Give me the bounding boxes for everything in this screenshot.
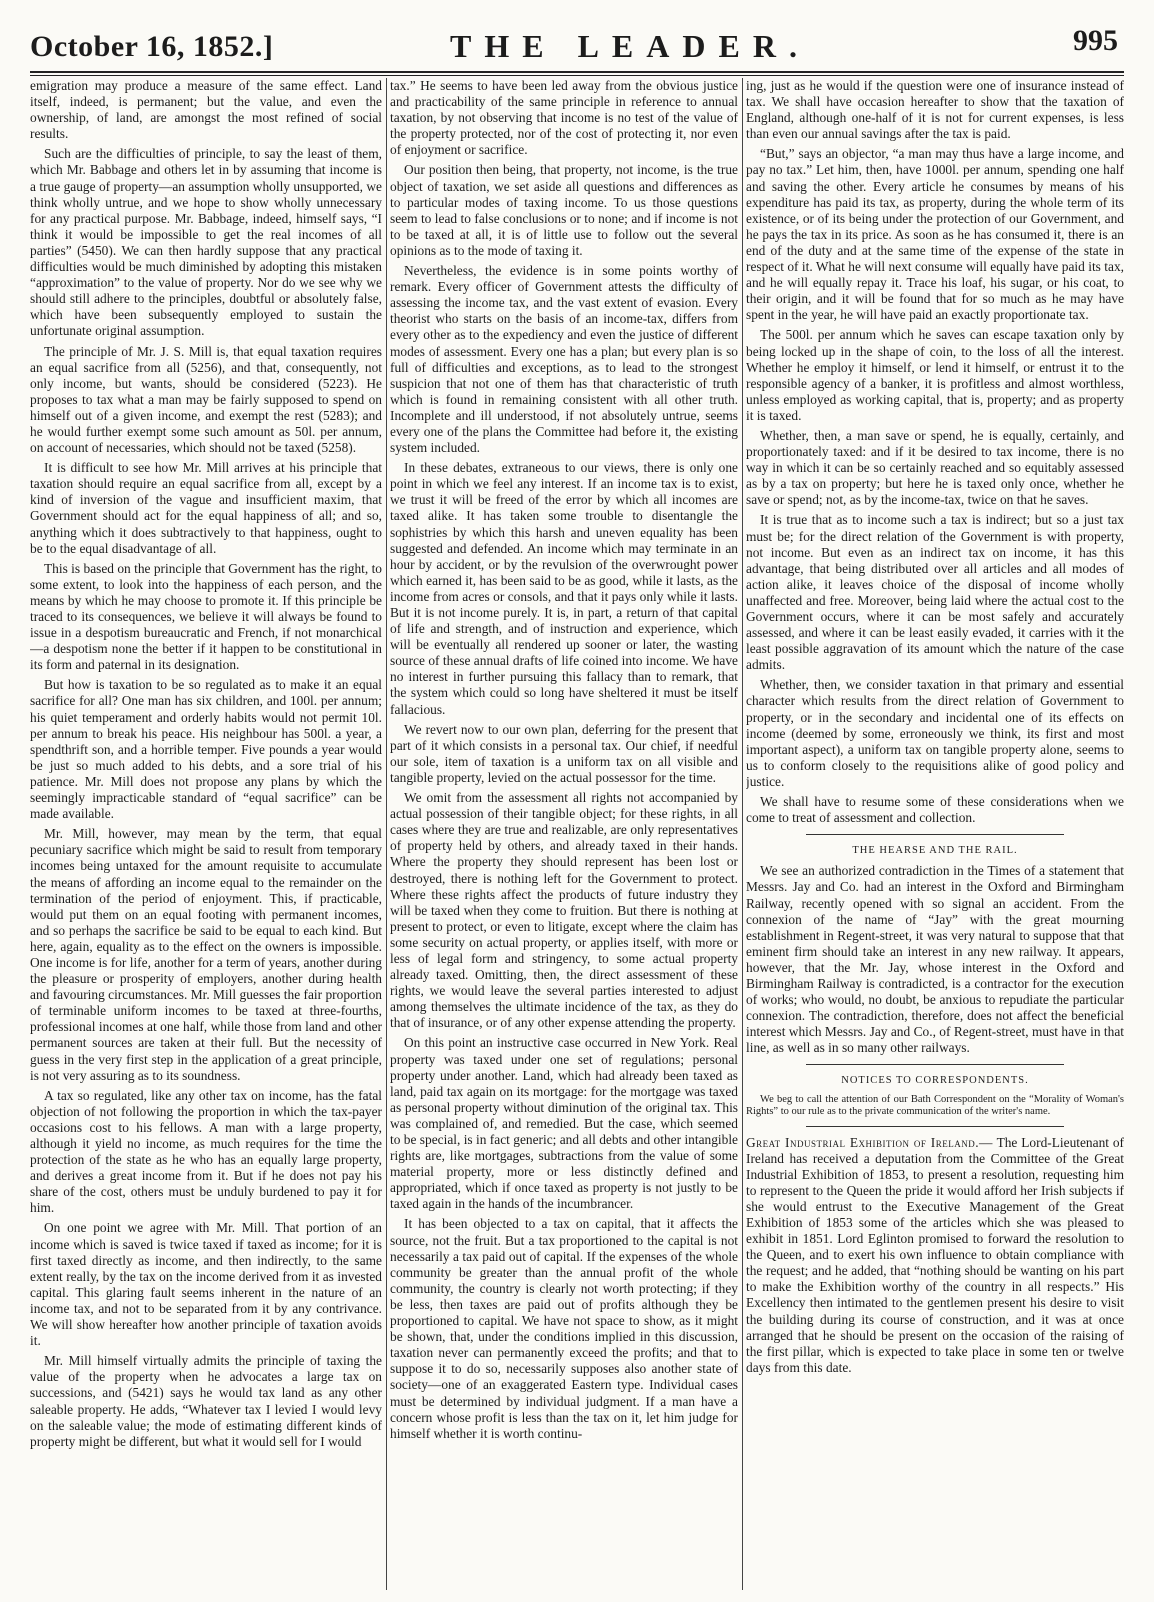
notice-text: We beg to call the attention of our Bath Correspondent on the “Morality of Woman's Rights” to our rule as to the private communication of the writer's name.: [746, 1093, 1124, 1117]
paragraph: “But,” says an objector, “a man may thus have a large income, and pay no tax.” Let him, then, have 1000l. per annum, spending one half and saving the other. Every article he consumes by means of his expenditure has paid its tax, as property, during the whole term of its existence, or of its being under the protection of our Government, and he pays the tax in its price. As soon as he has consumed it, there is an end of the duty and at the same time of the expense of the state in respect of it. What he will next consume will equally have paid its tax, and he will equally repay it. Trace his loaf, his sugar, or his coat, to their origin, and it will be found that for so much as he may have spent in the year, he will have paid an exactly proportionate tax.: [746, 146, 1124, 323]
paragraph: But how is taxation to be so regulated as to make it an equal sacrifice for all? One man has six children, and 100l. per annum; his quiet temperament and orderly habits would not permit 10l. per annum to break his peace. His neighbour has 500l. a year, a spendthrift son, and a horrible temper. Five pounds a year would be just so much added to his debts, and a sore trial of his patience. Mr. Mill does not propose any plans by which the seemingly impracticable standard of “equal sacrifice” can be made available.: [30, 677, 382, 822]
column-2: [390, 78, 738, 1590]
column-divider: [386, 78, 387, 1590]
paragraph: A tax so regulated, like any other tax on income, has the fatal objection of not following the proportion in which the tax-payer occasions cost to his fellows. A man with a large property, although it yield no income, as much requires for the time the protection of the state as he who has an equally large property, and derives a great income from it. But if he does not pay his share of the cost, others must be unduly burdened to pay it for him.: [30, 1087, 382, 1216]
paragraph: We shall have to resume some of these considerations when we come to treat of assessment and collection.: [746, 794, 1124, 826]
paragraph: On this point an instructive case occurred in New York. Real property was taxed under one set of regulations; personal property under another. Land, which had already been taxed as land, paid tax again on its mortgage: for the mortgage was taxed as personal property without diminution of the original tax. This was complained of, and remedied. But the case, which seemed to be special, is in fact generic; and all debts and other intangible rights are, like mortgages, subtractions from the value of some material property, more or less distinctly defined and appropriated, which if once taxed as property is not justly to be taxed again in the hands of the incumbrancer.: [390, 1035, 738, 1212]
paragraph: We omit from the assessment all rights not accompanied by actual possession of their tangible object; for these rights, in all cases where they are true and realizable, are only representatives of property held by others, and already taxed in their hands. Where the property they should represent has been lost or destroyed, there is nothing left for the Government to protect. Where these rights affect the products of future industry they will be taxed when they come to fruition. But there is nothing at present to protect, or even to litigate, except where the claim has some security on actual property, or applies itself, with more or less of legal form and stringency, to some actual property already taxed. Omitting, then, the direct assessment of these rights, we would leave the several parties interested to adjust among themselves the ultimate incidence of the tax, as they do that of insurance, or of any other expense attending the property.: [390, 790, 738, 1031]
paragraph: The principle of Mr. J. S. Mill is, that equal taxation requires an equal sacrifice from all (5256), and that, consequently, not only income, but wants, should be considered (5223). He proposes to tax what a man may be fairly supposed to spend on himself out of a given income, and exempt the rest (5283); and he would further exempt some such amount as 50l. per annum, on account of necessaries, which should not be taxed (5258).: [30, 343, 382, 456]
paragraph: Nevertheless, the evidence is in some points worthy of remark. Every officer of Government attests the difficulty of assessing the income tax, and the vast extent of evasion. Every theorist who starts on the basis of an income-tax, differs from every other as to the expediency and even the justice of different modes of assessment. Every one has a plan; but every plan is so full of difficulties and exceptions, as to lead to the strongest suspicion that not one of them has that characteristic of truth which is found in remaining consistent with all other truth. Incomplete and ill understood, if not absolutely untrue, seems every one of the plans the Committee had before it, the existing system included.: [390, 263, 738, 456]
column-3: [746, 78, 1124, 1590]
section-divider: [806, 834, 1064, 835]
paragraph: It is difficult to see how Mr. Mill arrives at his principle that taxation should require an equal sacrifice from all, except by a kind of inversion of the vague and insufficient maxim, that Government should act for the equal happiness of all; and so, anything which it does subtractively to that happiness, ought to be to the equal disadvantage of all.: [30, 460, 382, 556]
paragraph: Such are the difficulties of principle, to say the least of them, which Mr. Babbage and others let in by assuming that income is a true gauge of property—an assumption wholly unsupported, we think wholly untrue, and we hope to show wholly unnecessary for any practical purpose. Mr. Babbage, indeed, himself says, “I think it would be impossible to get the real incomes of all parties” (5450). We can then hardly suppose that any practical difficulties would be much diminished by adopting this mistaken “approximation” to the value of property. Nor do we see why we should still adhere to the principles, doubtful or absolutely false, which have been subsequently employed to sustain the unfortunate original assumption.: [30, 146, 382, 339]
issue-date: October 16, 1852.]: [30, 30, 274, 63]
newspaper-title: THE LEADER.: [450, 28, 810, 64]
section-divider: [806, 1064, 1064, 1065]
paragraph: Whether, then, a man save or spend, he is equally, certainly, and proportionately taxed: and if it be desired to tax income, there is no way in which it can be so certainly reached and so equitably assessed as by a tax on property; but here he is taxed only once, whether he save or spend; not, as by the income-tax, twice on that he saves.: [746, 427, 1124, 508]
paragraph: Mr. Mill, however, may mean by the term, that equal pecuniary sacrifice which might be said to result from temporary incomes being untaxed for the amount requisite to accumulate the means of affording an income equal to the remainder on the termination of the period of enjoyment. This, if practicable, would put them on an equal footing with permanent incomes, and so perhaps the sacrifice be said to be equal to each kind. But here, again, equality as to the effect on the owners is impossible. One income is for life, another for a term of years, another during the pleasure or prosperity of employers, another during health and favouring circumstances. Mr. Mill guesses the fair proportion of terminable uniform incomes to be taxed at three-fourths, professional incomes at one half, while those from land and other permanent sources are taken at their full. But the necessity of guess in the very first step in the application of a great principle, is not very assuring as to its soundness.: [30, 826, 382, 1083]
masthead-rule: [30, 71, 1124, 73]
paragraph: ing, just as he would if the question were one of insurance instead of tax. We shall have occasion hereafter to show that the taxation of England, although one-half of it is not for current expenses, is less than even our annual savings after the tax is paid.: [746, 78, 1124, 142]
paragraph: We revert now to our own plan, deferring for the present that part of it which consists in a personal tax. Our chief, if needful our sole, item of taxation is a uniform tax on all visible and tangible property, levied on the actual possessor for the time.: [390, 721, 738, 785]
paragraph: Mr. Mill himself virtually admits the principle of taxing the value of the property when he advocates a large tax on successions, and (5421) says he would tax land as any other saleable property. He adds, “Whatever tax I levied I would levy on the saleable value; the mode of estimating different kinds of property might be different, but what it would sell for I would: [30, 1353, 382, 1449]
paragraph: In these debates, extraneous to our views, there is only one point in which we feel any interest. If an income tax is to exist, we trust it will be freed of the error by which all incomes are taxed alike. It has taken some trouble to disentangle the sophistries by which this harsh and uneven equality has been suggested and defended. An income which may terminate in an hour by accident, or by the revulsion of the overwrought power which earned it, has been said to be as good, while it lasts, as the income from acres or consols, and that it pays only while it lasts. But it is not income purely. It is, in part, a return of that capital of life and strength, and of instruction and experience, which will be eventually all rendered up sooner or later, the wasting source of these annual drafts of life coined into income. We have no interest in further pursuing this fallacy than to remark, that the system which could so long have sheltered it must be itself fallacious.: [390, 460, 738, 717]
paragraph: It is true that as to income such a tax is indirect; but so a just tax must be; for the direct relation of the Government is with property, not income. But even as an indirect tax on income, it has this advantage, that being distributed over all articles and all modes of action alike, it leaves choice of the disposal of income wholly unaffected and free. Moreover, being laid where the actual cost to the Government occurs, where it can be most safely and accurately assessed, and where it can be least easily evaded, it carries with it the least possible aggravation of its amount which the nature of the case admits.: [746, 512, 1124, 673]
section-heading-hearse: THE HEARSE AND THE RAIL.: [852, 845, 1018, 857]
column-1: [30, 78, 382, 1590]
masthead-rule-thin: [30, 75, 1124, 76]
paragraph: This is based on the principle that Government has the right, to some extent, to look into the happiness of each person, and the means by which he may choose to promote it. If this principle be traced to its consequences, we believe it will always be found to issue in a despotism bureaucratic and French, if not monarchical—a despotism none the better if it happen to be constitutional in its form and paternal in its designation.: [30, 560, 382, 673]
masthead: [30, 18, 1124, 70]
paragraph: We see an authorized contradiction in the Times of a statement that Messrs. Jay and Co. had an interest in the Oxford and Birmingham Railway, recently opened with so signal an accident. From the connexion of the name of “Jay” with the great mourning establishment in Regent-street, it was very natural to suppose that that eminent firm should take an interest in any new railway. It appears, however, that the Mr. Jay, whose interest in the Oxford and Birmingham Railway is contradicted, is a contractor for the execution of works; who would, no doubt, be anxious to repudiate the particular connexion. The contradiction, therefore, does not affect the beneficial interest which Messrs. Jay and Co., of Regent-street, must have in that line, as well as in so many other railways.: [746, 863, 1124, 1056]
paragraph: Whether, then, we consider taxation in that primary and essential character which results from the direct relation of Government to property, or in the secondary and incidental one of its effects on income (deemed by some, erroneously we think, its first and most important aspect), a uniform tax on tangible property alone, seems to us to conform closely to the requisitions alike of good policy and justice.: [746, 677, 1124, 789]
paragraph: The 500l. per annum which he saves can escape taxation only by being locked up in the shape of coin, to the loss of all the interest. Whether he employ it himself, or lend it himself, or entrust it to the responsible agency of a banker, it is profitless and almost worthless, unless employed as working capital, that is, property; and as property it is taxed.: [746, 327, 1124, 423]
paragraph: emigration may produce a measure of the same effect. Land itself, indeed, is permanent; but the value, and even the ownership, of land, are amongst the most refined of social results.: [30, 78, 382, 142]
exhibition-heading: Great Industrial Exhibition of Ireland.—: [746, 1134, 993, 1150]
page-number: 995: [1073, 24, 1118, 57]
paragraph: On one point we agree with Mr. Mill. That portion of an income which is saved is twice taxed if taxed as income; for it is first taxed directly as income, and then indirectly, to the same extent really, by the tax on the income derived from it as invested capital. This glaring fault seems inherent in the nature of an income tax, and not to be separated from it by any contrivance. We will show hereafter how another principle of taxation avoids it.: [30, 1220, 382, 1349]
paragraph: It has been objected to a tax on capital, that it affects the source, not the fruit. But a tax proportioned to the capital is not necessarily a tax paid out of capital. If the expenses of the whole community be greater than the annual profit of the whole community, the country is clearly not worth protecting; if they be less, then taxes are paid out of profits although they be proportioned to capital. We have not space to show, as it might be shown, that, under the conditions implied in this discussion, taxation never can permanently exceed the profits; and that to suppose it to do so, necessarily supposes also another state of society—one of an exaggerated Eastern type. Individual cases must be determined by individual judgment. If a man have a concern whose profit is less than the tax on it, let him judge for himself whether it is worth continu-: [390, 1216, 738, 1441]
paragraph: tax.” He seems to have been led away from the obvious justice and practicability of the same principle in reference to annual taxation, by not observing that income is no test of the value of the property protected, nor of the cost of protecting it, nor even of enjoyment or sacrifice.: [390, 78, 738, 158]
exhibition-text: The Lord-Lieutenant of Ireland has received a deputation from the Committee of the Great Industrial Exhibition of 1853, to present a resolution, requesting him to represent to the Queen the pride it would afford her Irish subjects if she would entrust to the Executive Management of the Great Exhibition of 1853 some of the articles which she was pleased to exhibit in 1851. Lord Eglinton promised to forward the resolution to the Queen, and to exert his own influence to obtain compliance with the request; and he added, that “nothing should be wanting on his part to make the Exhibition worthy of the country in all respects.” His Excellency then intimated to the gentlemen present his desire to visit the building during its course of construction, and it was at once arranged that he should be present on the occasion of the raising of the first pillar, which is expected to take place in some ten or twelve days from this date.: [746, 1134, 1124, 1375]
section-heading-notices: NOTICES TO CORRESPONDENTS.: [841, 1075, 1029, 1087]
paragraph: Our position then being, that property, not income, is the true object of taxation, we set aside all questions and differences as to particular modes of taxing income. To us those questions seem to lead to false conclusions or to none; and if income is not to be taxed at all, it is of little use to follow out the several opinions as to the mode of taxing it.: [390, 162, 738, 258]
section-divider: [806, 1126, 1064, 1127]
column-divider: [742, 78, 743, 1590]
